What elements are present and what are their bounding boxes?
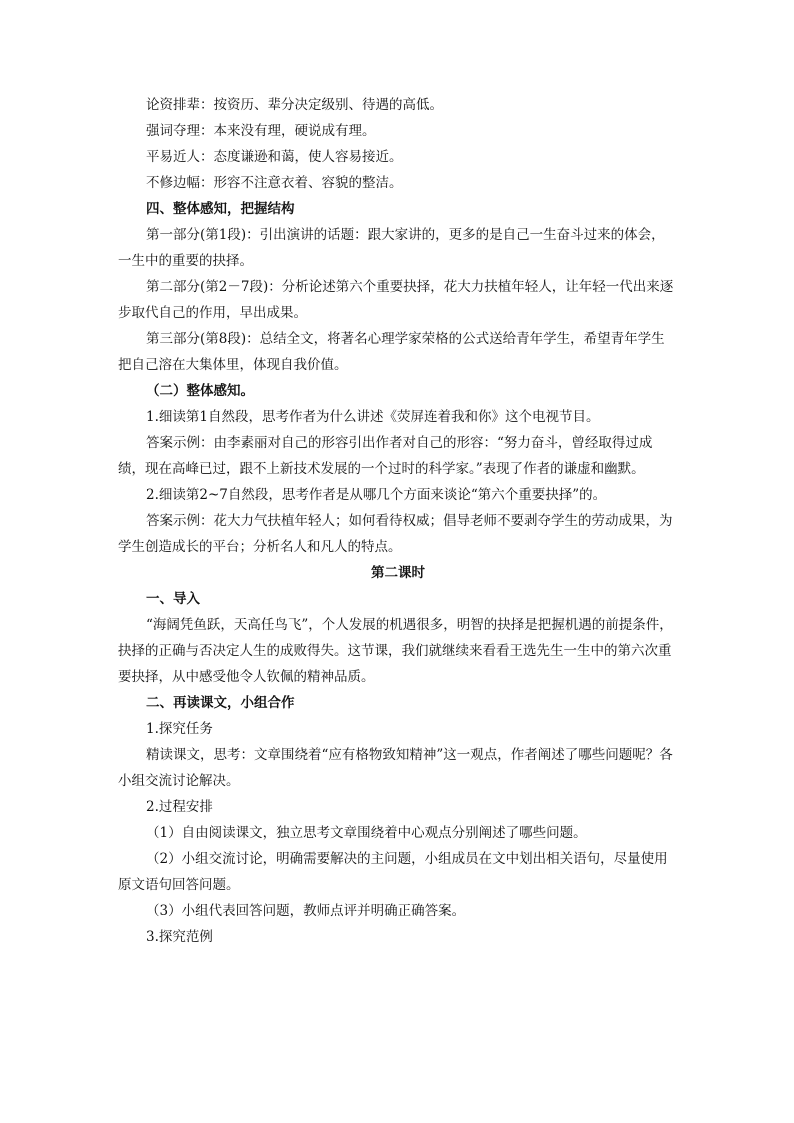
item-heading: 3.探究范例 <box>146 929 213 945</box>
paragraph: 第一部分(第1段)：引出演讲的话题：跟大家讲的，更多的是自己一生奋斗过来的体会，一生中的重要的抉择。 <box>118 227 665 269</box>
item-heading: 1.探究任务 <box>146 721 213 737</box>
paragraph: 答案示例：花大力气扶植年轻人；如何看待权威；倡导老师不要剥夺学生的劳动成果，为学生创造成长的平台；分析名人和凡人的特点。 <box>118 513 673 555</box>
section-heading: 二、再读课文，小组合作 <box>146 695 295 711</box>
item-heading: 2.过程安排 <box>146 799 213 815</box>
vocab-item: 平易近人：态度谦逊和蔼，使人容易接近。 <box>146 149 403 165</box>
list-item: （1）自由阅读课文，独立思考文章围绕着中心观点分别阐述了哪些问题。 <box>146 825 587 841</box>
lesson-title: 第二课时 <box>371 565 425 581</box>
vocab-item: 论资排辈：按资历、辈分决定级别、待遇的高低。 <box>146 97 443 113</box>
section-heading: 一、导入 <box>146 591 200 607</box>
vocab-item: 不修边幅：形容不注意衣着、容貌的整洁。 <box>146 175 403 191</box>
vocab-item: 强词夺理：本来没有理，硬说成有理。 <box>146 123 376 139</box>
section-heading: 四、整体感知，把握结构 <box>146 201 295 217</box>
paragraph: 答案示例：由李素丽对自己的形容引出作者对自己的形容：“努力奋斗，曾经取得过成绩，现在高峰已过，跟不上新技术发展的一个过时的科学家。”表现了作者的谦虚和幽默。 <box>118 435 653 477</box>
list-item: （2）小组交流讨论，明确需要解决的主问题，小组成员在文中划出相关语句，尽量使用原文语句回答问题。 <box>118 851 668 893</box>
paragraph: 1.细读第1自然段，思考作者为什么讲述《荧屏连着我和你》这个电视节目。 <box>146 409 600 425</box>
document-content <box>118 92 678 950</box>
paragraph: 第二部分(第2－7段)：分析论述第六个重要抉择，花大力扶植年轻人，让年轻一代出来逐步取代自己的作用，早出成果。 <box>118 279 674 321</box>
subsection-heading: （二）整体感知。 <box>146 383 254 399</box>
list-item: （3）小组代表回答问题，教师点评并明确正确答案。 <box>146 903 466 919</box>
paragraph: 精读课文，思考：文章围绕着“应有格物致知精神”这一观点，作者阐述了哪些问题呢？各小组交流讨论解决。 <box>118 747 673 789</box>
paragraph: “海阔凭鱼跃，天高任鸟飞”，个人发展的机遇很多，明智的抉择是把握机遇的前提条件，抉择的正确与否决定人生的成败得失。这节课，我们就继续来看看王选先生一生中的第六次重要抉择，从中感受他令人钦佩的精神品质。 <box>118 617 673 685</box>
paragraph: 2.细读第2~7自然段，思考作者是从哪几个方面来谈论“第六个重要抉择”的。 <box>146 487 607 503</box>
paragraph: 第三部分(第8段)：总结全文，将著名心理学家荣格的公式送给青年学生，希望青年学生把自己溶在大集体里，体现自我价值。 <box>118 331 665 373</box>
